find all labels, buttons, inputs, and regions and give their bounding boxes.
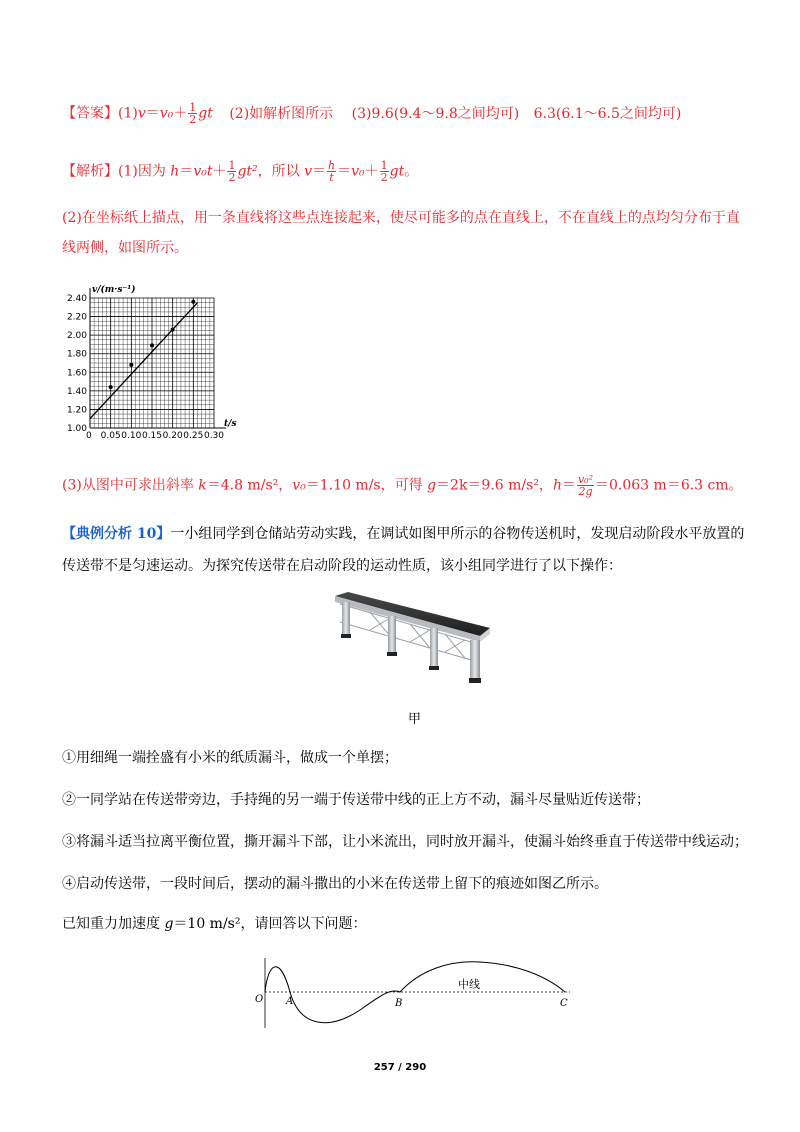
data-point bbox=[191, 300, 195, 304]
analysis-line-2a: (2)在坐标纸上描点，用一条直线将这些点连接起来，使尽可能多的点在直线上，不在直线上的点均匀分布于直 bbox=[62, 210, 740, 226]
x-tick-label: 0.25 bbox=[183, 431, 204, 441]
y-tick-label: 1.40 bbox=[66, 386, 87, 397]
figure-caption-jia: 甲 bbox=[408, 712, 422, 727]
step-4: ④启动传送带，一段时间后，摆动的漏斗撒出的小米在传送带上留下的痕迹如图乙所示。 bbox=[62, 876, 608, 892]
analysis-line-1: 【解析】(1)因为 h＝v₀t＋ $\frac{1}{2}$ gt²，所以 v＝ $\frac{h}{t}$ ＝v₀＋ $\frac{1}{2}$ gt。 bbox=[62, 159, 419, 184]
known-line: 已知重力加速度 g＝10 m/s²，请回答以下问题： bbox=[62, 916, 367, 932]
x-tick-label: 0.15 bbox=[141, 431, 163, 441]
step-1: ①用细绳一端拴盛有小米的纸质漏斗，做成一个单摆； bbox=[62, 750, 398, 766]
y-tick-label: 2.00 bbox=[66, 331, 87, 342]
fraction-half: $\frac{1}{2}$ bbox=[189, 101, 197, 126]
data-point bbox=[129, 363, 133, 367]
label-center-line: 中线 bbox=[458, 978, 480, 991]
y-tick-label: 1.00 bbox=[66, 424, 87, 434]
x-tick-label: 0.30 bbox=[203, 431, 225, 441]
example-line-1: 【典例分析 10】一小组同学到仓储站劳动实践，在调试如图甲所示的谷物传送机时，发现启动阶段水平放置的 bbox=[62, 526, 745, 542]
origin-label: 0 bbox=[86, 431, 92, 441]
answer-line: 【答案】(1)v＝v₀＋ $\frac{1}{2}$ gt (2)如解析图所示 (3)9.6(9.4～9.8之间均可) 6.3(6.1～6.5之间均可) bbox=[62, 101, 682, 126]
label-A: A bbox=[286, 996, 294, 1007]
y-tick-label: 1.20 bbox=[66, 405, 87, 416]
data-point bbox=[171, 328, 175, 332]
y-tick-label: 1.60 bbox=[66, 368, 87, 379]
y-tick-label: 2.40 bbox=[66, 294, 87, 304]
x-tick-label: 0.05 bbox=[100, 431, 121, 441]
analysis-label: 【解析】 bbox=[62, 163, 118, 180]
x-tick-label: 0.10 bbox=[121, 431, 142, 441]
step-3: ③将漏斗适当拉离平衡位置，撕开漏斗下部，让小米流出，同时放开漏斗，使漏斗始终垂直于传送带中线运动； bbox=[62, 834, 748, 850]
y-tick-label: 1.80 bbox=[66, 349, 87, 360]
data-point bbox=[109, 385, 113, 389]
analysis-line-3: (3)从图中可求出斜率 k＝4.8 m/s²，v₀＝1.10 m/s，可得 g＝2k＝9.6 m/s²，h＝ $\frac{\text{v₀²}}{2g}$ ＝0.063 m＝6.3 cm。 bbox=[62, 473, 743, 498]
answer-label: 【答案】 bbox=[62, 105, 118, 122]
wave-trace-figure bbox=[250, 950, 580, 1035]
y-axis-label: v/(m·s⁻¹) bbox=[92, 285, 136, 295]
vt-graph bbox=[60, 282, 245, 442]
x-tick-label: 0.20 bbox=[162, 431, 183, 441]
example-line-2: 传送带不是匀速运动。为探究传送带在启动阶段的运动性质，该小组同学进行了以下操作： bbox=[62, 558, 622, 574]
data-point bbox=[150, 343, 154, 347]
y-tick-label: 2.20 bbox=[66, 312, 87, 323]
x-axis-label: t/s bbox=[224, 419, 237, 429]
label-O: O bbox=[255, 994, 264, 1005]
example-label: 【典例分析 10】 bbox=[62, 526, 171, 542]
conveyor-image bbox=[330, 588, 500, 688]
label-C: C bbox=[560, 998, 568, 1009]
page-number: 257 / 290 bbox=[373, 1062, 427, 1073]
label-B: B bbox=[395, 998, 403, 1009]
analysis-line-2b: 线两侧，如图所示。 bbox=[62, 240, 188, 256]
graph-grid bbox=[90, 288, 226, 428]
step-2: ②一同学站在传送带旁边，手持绳的另一端于传送带中线的正上方不动，漏斗尽量贴近传送带； bbox=[62, 792, 650, 808]
